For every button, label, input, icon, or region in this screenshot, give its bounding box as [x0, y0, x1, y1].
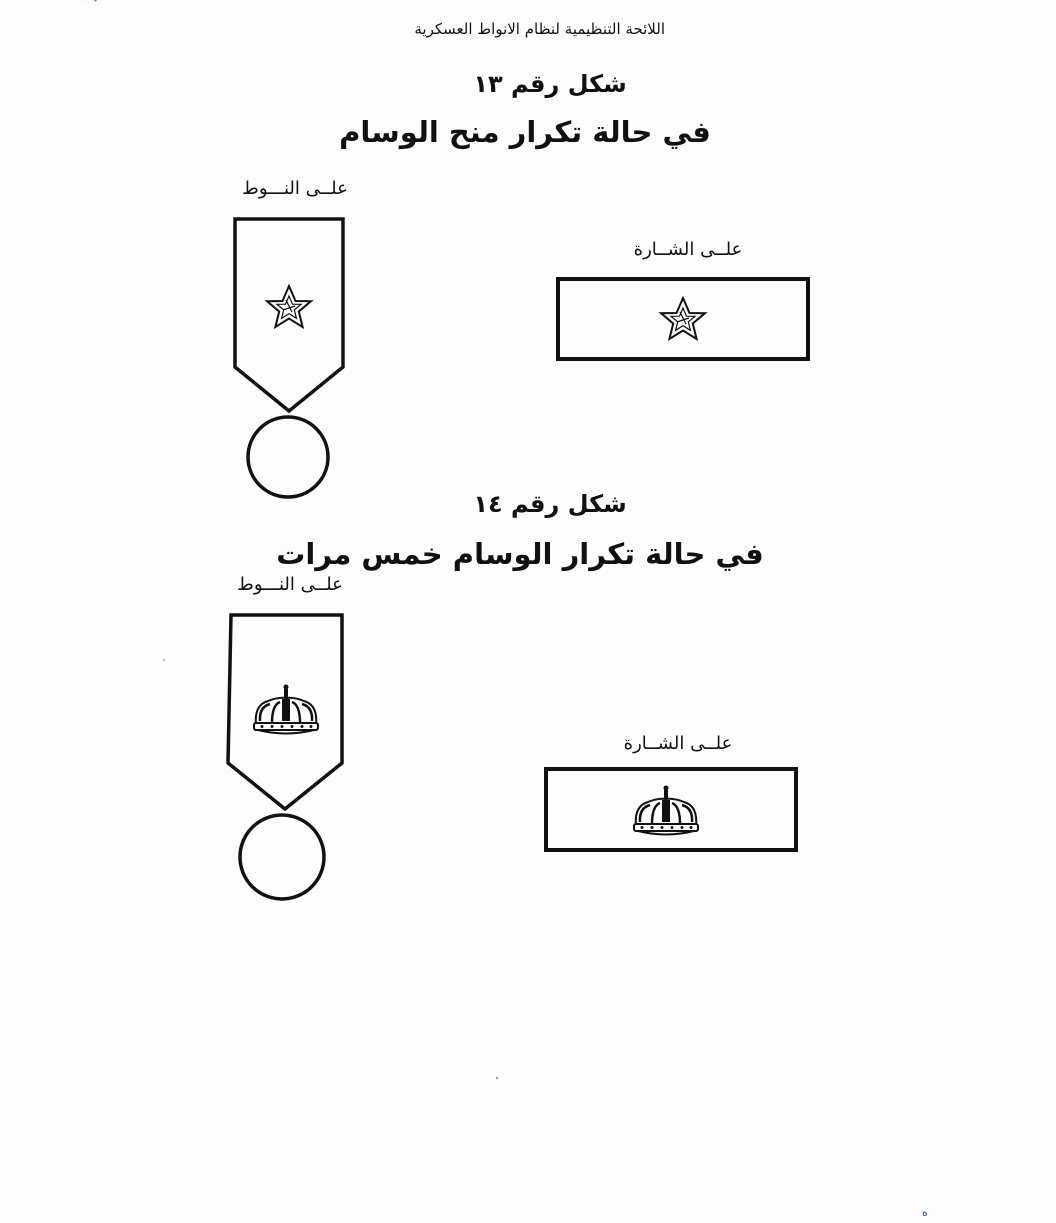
figure-14-subtitle: في حالة تكرار الوسام خمس مرات: [276, 537, 764, 571]
star-icon: [267, 286, 311, 327]
figure-13-medal: [235, 219, 343, 497]
figure-14-ribbon-bar: [546, 769, 796, 850]
star-icon: [661, 298, 705, 339]
figure-13-ribbon-bar: [558, 279, 808, 359]
scan-speck: [163, 659, 165, 661]
figure-13-title: شكل رقم ١٣: [473, 70, 627, 98]
figure-13-subtitle: في حالة تكرار منح الوسام: [339, 115, 711, 149]
crown-icon: [254, 685, 318, 734]
page-mark: ه: [922, 1206, 928, 1219]
figure-13-ribbon-label: علــى الشــارة: [633, 239, 743, 260]
figure-13-medal-ribbon: [235, 219, 343, 411]
figure-13-medal-disc: [248, 417, 328, 497]
scan-speck: [496, 1077, 498, 1079]
figure-14-medal: [228, 615, 342, 899]
figure-14-ribbon-label: علــى الشــارة: [623, 733, 733, 754]
figure-13-medal-label: علــى النـــوط: [242, 178, 348, 199]
running-header: اللائحة التنظيمية لنظام الانواط العسكرية: [414, 20, 665, 38]
figure-14-medal-disc: [240, 815, 324, 899]
figure-14-medal-label: علــى النـــوط: [237, 574, 343, 595]
crown-icon: [634, 786, 698, 835]
figure-14-title: شكل رقم ١٤: [473, 490, 627, 518]
